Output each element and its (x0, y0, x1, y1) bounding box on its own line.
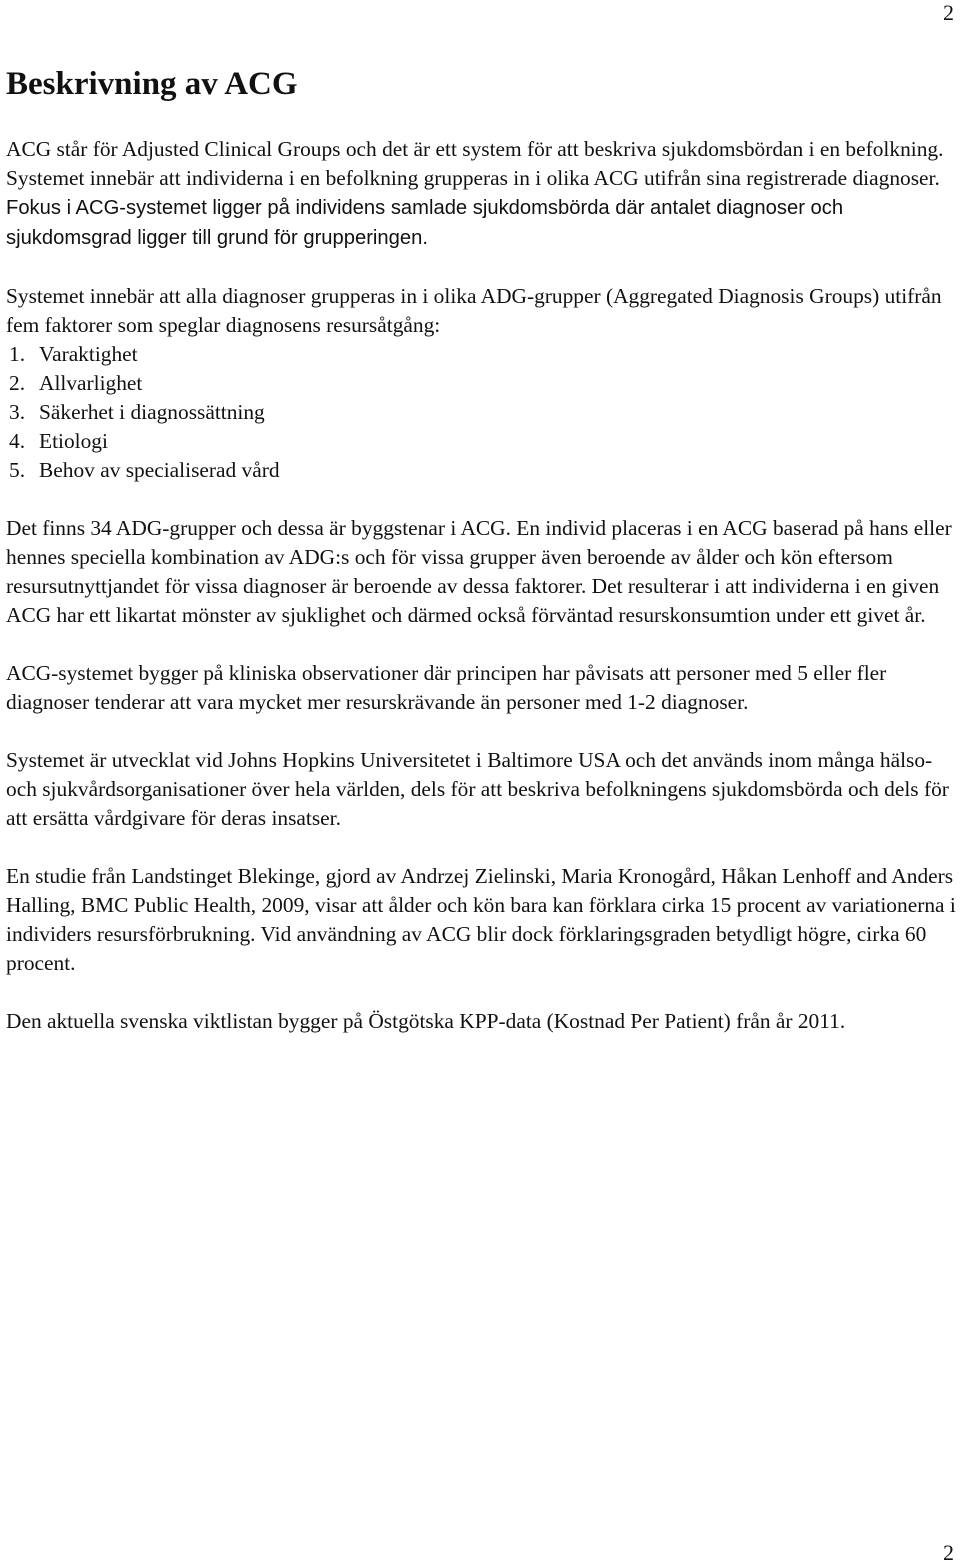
list-item-number: 5. (9, 458, 26, 482)
list-item-label: Allvarlighet (39, 371, 143, 395)
paragraph-adg-groups: Det finns 34 ADG-grupper och dessa är byggstenar i ACG. En individ placeras i en ACG baserad på hans eller hennes speciella kombination av ADG:s och för vissa grupper även beroende av ålder och kön eftersom resursutnyttjandet för vissa diagnoser är beroende av dessa faktorer. Det resulterar i att individerna i en given ACG har ett likartat mönster av sjuklighet och därmed också förväntad resurskonsumtion under ett givet år. (6, 516, 952, 627)
list-item (6, 398, 958, 427)
list-item (6, 456, 958, 485)
list-item (6, 340, 958, 369)
list-item-label: Behov av specialiserad vård (39, 458, 280, 482)
page-number-top: 2 (943, 0, 954, 25)
factor-list (6, 340, 958, 485)
list-item-label: Varaktighet (39, 342, 138, 366)
paragraph-weight-list: Den aktuella svenska viktlistan bygger på Östgötska KPP-data (Kostnad Per Patient) från år 2011. (6, 1009, 846, 1033)
list-item-number: 1. (9, 342, 26, 366)
page-title: Beskrivning av ACG (6, 66, 298, 102)
paragraph-blekinge-study: En studie från Landstinget Blekinge, gjord av Andrzej Zielinski, Maria Kronogård, Håkan Lenhoff and Anders Halling, BMC Public Health, 2009, visar att ålder och kön bara kan förklara cirka 15 procent av variationerna i individers resursförbrukning. Vid användning av ACG blir dock förklaringsgraden betydligt högre, cirka 60 procent. (6, 864, 956, 975)
paragraph-johns-hopkins: Systemet är utvecklat vid Johns Hopkins Universitetet i Baltimore USA och det används inom många hälso- och sjukvårdsorganisationer över hela världen, dels för att beskriva befolkningens sjukdomsbörda och dels för att ersätta vårdgivare för deras insatser. (6, 748, 949, 830)
document-body (6, 135, 958, 1065)
page-number-bottom: 2 (943, 1540, 954, 1565)
list-item-number: 3. (9, 400, 26, 424)
paragraph-clinical-observations: ACG-systemet bygger på kliniska observationer där principen har påvisats att personer med 5 eller fler diagnoser tenderar att vara mycket mer resurskrävande än personer med 1-2 diagnoser. (6, 661, 887, 714)
list-item-number: 4. (9, 429, 26, 453)
list-item (6, 427, 958, 456)
list-item-label: Etiologi (39, 429, 108, 453)
list-item (6, 369, 958, 398)
paragraph-intro-focus-text: Fokus i ACG-systemet ligger på individens samlade sjukdomsbörda där antalet diagnoser och sjukdomsgrad ligger till grund för grupperingen. (6, 197, 844, 249)
list-item-number: 2. (9, 371, 26, 395)
list-item-label: Säkerhet i diagnossättning (39, 400, 265, 424)
paragraph-adg-intro: Systemet innebär att alla diagnoser grupperas in i olika ADG-grupper (Aggregated Diagnosis Groups) utifrån fem faktorer som speglar diagnosens resursåtgång: (6, 284, 942, 337)
paragraph-intro-text: ACG står för Adjusted Clinical Groups och det är ett system för att beskriva sjukdomsbördan i en befolkning. Systemet innebär att individerna i en befolkning grupperas in i olika ACG utifrån sina registrerade diagnoser. (6, 137, 944, 190)
paragraph-intro (6, 135, 958, 253)
